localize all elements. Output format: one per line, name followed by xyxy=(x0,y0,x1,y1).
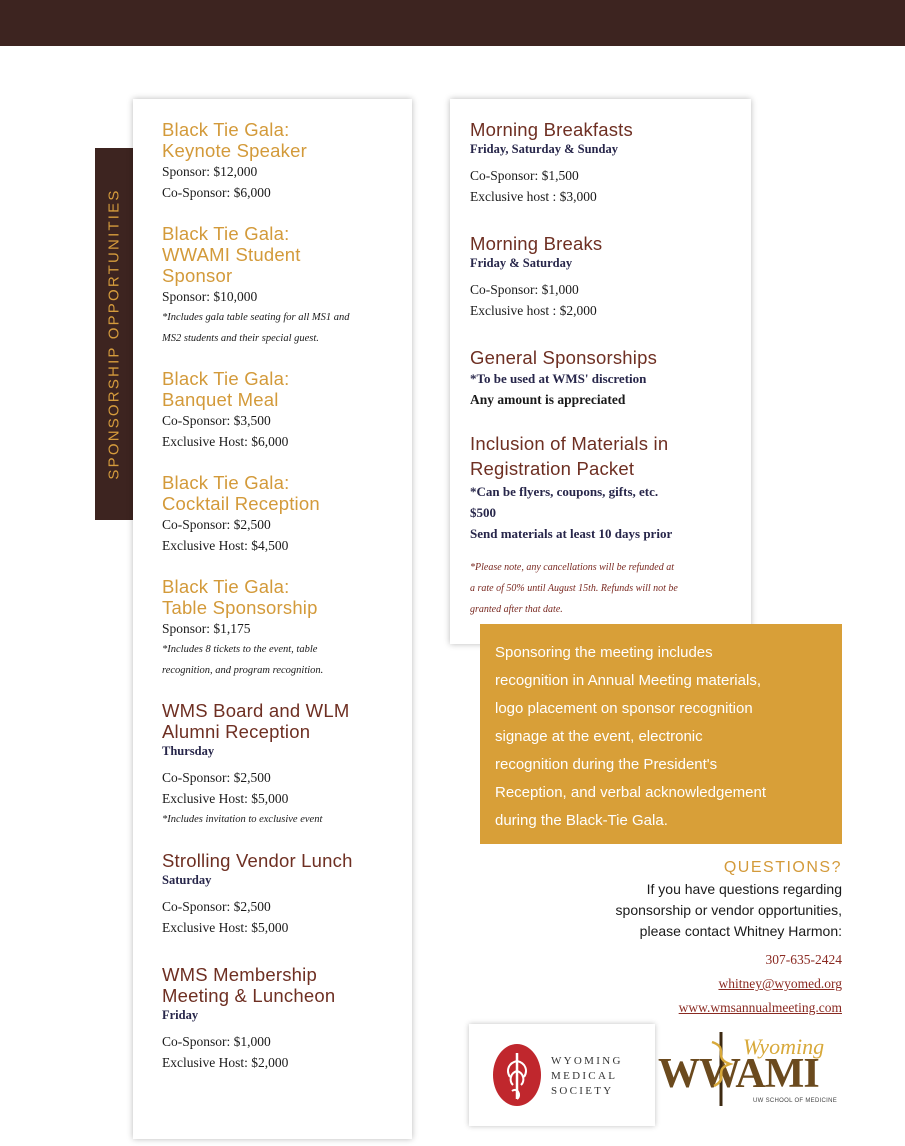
title-line: Black Tie Gala: xyxy=(162,472,290,493)
note-line: *Please note, any cancellations will be refunded at xyxy=(470,562,675,573)
price-line: Co-Sponsor: $2,500 xyxy=(162,770,271,785)
questions-text: sponsorship or vendor opportunities, xyxy=(615,902,842,918)
caduceus-icon xyxy=(706,1028,736,1108)
title-line: Keynote Speaker xyxy=(162,140,307,161)
wms-word: SOCIETY xyxy=(551,1085,614,1097)
section-morning-breaks xyxy=(470,233,745,321)
questions-block xyxy=(542,857,842,1020)
detail-line: Send materials at least 10 days prior xyxy=(470,526,673,541)
day-label: Friday, Saturday & Sunday xyxy=(470,142,618,156)
note-line: recognition, and program recognition. xyxy=(162,665,324,676)
section-title xyxy=(470,233,745,254)
section-title xyxy=(470,119,745,140)
cancellation-note xyxy=(470,557,740,620)
title-line: WMS Board and WLM xyxy=(162,700,350,721)
title-line: Morning Breakfasts xyxy=(470,119,633,140)
phone-number: 307-635-2424 xyxy=(765,952,842,967)
benefit-line: signage at the event, electronic xyxy=(495,728,703,745)
title-line: General Sponsorships xyxy=(470,347,658,368)
section-title xyxy=(470,431,745,481)
note-line: MS2 students and their special guest. xyxy=(162,333,319,344)
price-line: Sponsor: $12,000 xyxy=(162,164,258,179)
day-label: Friday xyxy=(162,1008,199,1022)
sponsorship-benefits-box xyxy=(480,624,842,844)
section-title xyxy=(162,964,412,1006)
title-line: Cocktail Reception xyxy=(162,493,320,514)
wms-seal-icon xyxy=(492,1043,542,1107)
price-line: Co-Sponsor: $2,500 xyxy=(162,517,271,532)
wyoming-medical-society-logo xyxy=(469,1024,655,1126)
questions-text: please contact Whitney Harmon: xyxy=(639,923,842,939)
questions-heading: QUESTIONS? xyxy=(723,859,842,876)
note-line: *Includes invitation to exclusive event xyxy=(162,814,323,825)
price-line: Exclusive Host: $4,500 xyxy=(162,538,289,553)
price-line: Exclusive Host: $2,000 xyxy=(162,1055,289,1070)
title-line: Banquet Meal xyxy=(162,389,279,410)
detail-line: *Can be flyers, coupons, gifts, etc. xyxy=(470,484,659,499)
section-title xyxy=(162,368,412,410)
price-line: Exclusive Host: $5,000 xyxy=(162,791,289,806)
day-label: Saturday xyxy=(162,873,212,887)
side-tab-label: SPONSORSHIP OPPORTUNITIES xyxy=(105,188,123,480)
benefit-line: Sponsoring the meeting includes xyxy=(495,644,713,661)
section-title xyxy=(162,119,412,161)
wms-word: WYOMING xyxy=(551,1055,623,1067)
section-keynote-speaker xyxy=(162,119,412,203)
section-title xyxy=(162,223,412,286)
price-line: Sponsor: $1,175 xyxy=(162,621,251,636)
price-line: Co-Sponsor: $3,500 xyxy=(162,413,271,428)
price-line: Exclusive Host: $6,000 xyxy=(162,434,289,449)
top-banner xyxy=(0,0,905,46)
price-line: Co-Sponsor: $1,000 xyxy=(470,282,579,297)
title-line: Black Tie Gala: xyxy=(162,223,290,244)
day-label: Friday & Saturday xyxy=(470,256,573,270)
price-line: Co-Sponsor: $1,000 xyxy=(162,1034,271,1049)
title-line: Table Sponsorship xyxy=(162,597,318,618)
section-banquet-meal xyxy=(162,368,412,452)
title-line: WWAMI Student xyxy=(162,244,301,265)
benefit-line: during the Black-Tie Gala. xyxy=(495,812,668,829)
wwami-state-script: Wyoming xyxy=(743,1034,825,1059)
section-title xyxy=(162,576,412,618)
title-line: Black Tie Gala: xyxy=(162,368,290,389)
detail-line: *To be used at WMS' discretion xyxy=(470,371,647,386)
section-board-alumni-reception xyxy=(162,700,412,830)
title-line: Alumni Reception xyxy=(162,721,311,742)
day-label: Thursday xyxy=(162,744,215,758)
section-title xyxy=(162,700,412,742)
price-line: Co-Sponsor: $1,500 xyxy=(470,168,579,183)
benefit-line: Reception, and verbal acknowledgement xyxy=(495,784,767,801)
section-strolling-vendor-lunch xyxy=(162,850,412,938)
right-sponsorship-card xyxy=(450,99,751,644)
wms-word: MEDICAL xyxy=(551,1070,618,1082)
price-line: Exclusive host : $3,000 xyxy=(470,189,597,204)
price-line: Exclusive Host: $5,000 xyxy=(162,920,289,935)
section-registration-packet xyxy=(470,431,745,544)
note-line: granted after that date. xyxy=(470,604,563,615)
wwami-subtitle: UW SCHOOL OF MEDICINE xyxy=(753,1098,838,1104)
title-line: Registration Packet xyxy=(470,458,635,479)
benefit-line: recognition during the President's xyxy=(495,756,718,773)
section-wwami-student-sponsor xyxy=(162,223,412,349)
benefit-line: recognition in Annual Meeting materials, xyxy=(495,672,761,689)
title-line: Sponsor xyxy=(162,265,233,286)
email-link[interactable]: whitney@wyomed.org xyxy=(718,976,842,991)
note-line: *Includes 8 tickets to the event, table xyxy=(162,644,318,655)
wwami-wordmark: WWAMI xyxy=(658,1051,819,1097)
title-line: Black Tie Gala: xyxy=(162,576,290,597)
section-table-sponsorship xyxy=(162,576,412,681)
website-link[interactable]: www.wmsannualmeeting.com xyxy=(678,1000,842,1015)
wms-wordmark xyxy=(551,1054,646,1099)
benefit-line: logo placement on sponsor recognition xyxy=(495,700,753,717)
title-line: Strolling Vendor Lunch xyxy=(162,850,353,871)
note-line: *Includes gala table seating for all MS1 and xyxy=(162,312,350,323)
side-tab xyxy=(95,148,133,520)
price-line: Co-Sponsor: $2,500 xyxy=(162,899,271,914)
questions-text: If you have questions regarding xyxy=(646,881,842,897)
section-morning-breakfasts xyxy=(470,119,745,207)
section-title xyxy=(162,472,412,514)
section-title xyxy=(162,850,412,871)
title-line: WMS Membership xyxy=(162,964,317,985)
detail-line: $500 xyxy=(470,505,496,520)
price-line: Co-Sponsor: $6,000 xyxy=(162,185,271,200)
price-line: Sponsor: $10,000 xyxy=(162,289,258,304)
title-line: Morning Breaks xyxy=(470,233,603,254)
price-line: Exclusive host : $2,000 xyxy=(470,303,597,318)
section-title xyxy=(470,347,745,368)
section-general-sponsorships xyxy=(470,347,745,410)
title-line: Meeting & Luncheon xyxy=(162,985,336,1006)
title-line: Black Tie Gala: xyxy=(162,119,290,140)
wwami-logo xyxy=(658,1028,848,1113)
note-line: a rate of 50% until August 15th. Refunds will not be xyxy=(470,583,678,594)
left-sponsorship-card xyxy=(133,99,412,1139)
detail-line: Any amount is appreciated xyxy=(470,392,626,407)
section-cocktail-reception xyxy=(162,472,412,556)
section-membership-luncheon xyxy=(162,964,412,1073)
title-line: Inclusion of Materials in xyxy=(470,433,669,454)
